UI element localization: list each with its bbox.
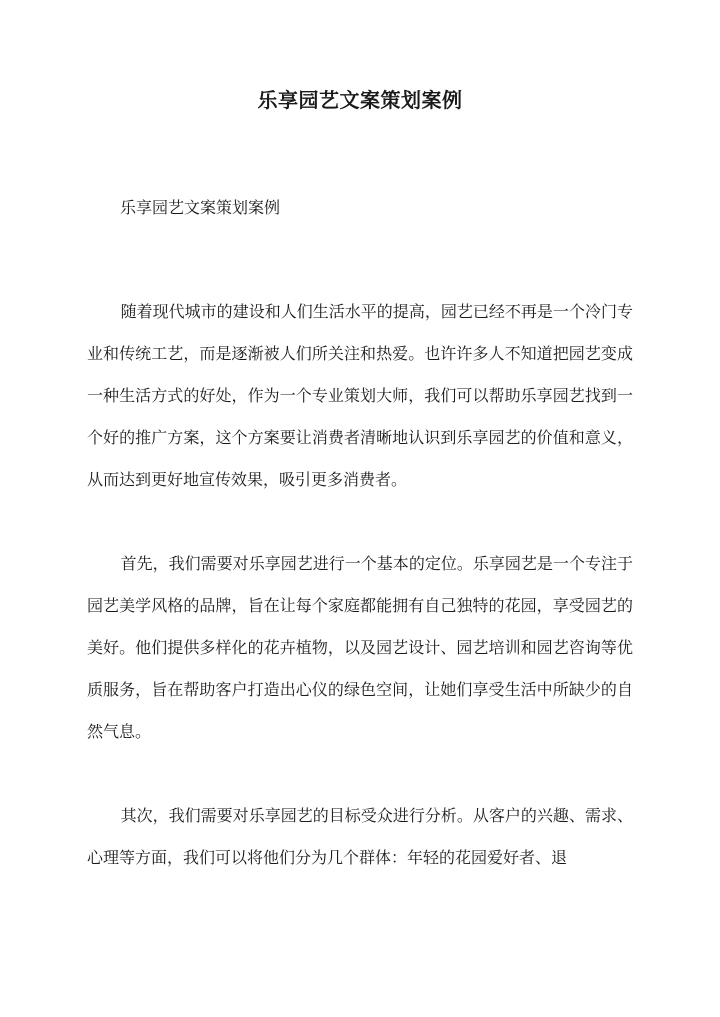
spacer bbox=[87, 225, 633, 291]
paragraph-intro: 随着现代城市的建设和人们生活水平的提高，园艺已经不再是一个冷门专业和传统工艺，而是逐渐被人们所关注和热爱。也许许多人不知道把园艺变成一种生活方式的好处，作为一个专业策划大师，我们可以帮助乐享园艺找到一个好的推广方案，这个方案要让消费者清晰地认识到乐享园艺的价值和意义，从而达到更好地宣传效果，吸引更多消费者。 bbox=[87, 302, 633, 489]
spacer bbox=[87, 501, 633, 543]
paragraph-audience: 其次，我们需要对乐享园艺的目标受众进行分析。从客户的兴趣、需求、心理等方面，我们可以将他们分为几个群体：年轻的花园爱好者、退 bbox=[87, 806, 633, 867]
document-body bbox=[87, 191, 633, 879]
document-title: 乐享园艺文案策划案例 bbox=[257, 88, 463, 112]
document-subtitle: 乐享园艺文案策划案例 bbox=[120, 198, 281, 217]
paragraph-positioning: 首先，我们需要对乐享园艺进行一个基本的定位。乐享园艺是一个专注于园艺美学风格的品牌，旨在让每个家庭都能拥有自己独特的花园，享受园艺的美好。他们提供多样化的花卉植物，以及园艺设计、园艺培训和园艺咨询等优质服务，旨在帮助客户打造出心仪的绿色空间，让她们享受生活中所缺少的自然气息。 bbox=[87, 554, 633, 741]
spacer bbox=[87, 753, 633, 795]
